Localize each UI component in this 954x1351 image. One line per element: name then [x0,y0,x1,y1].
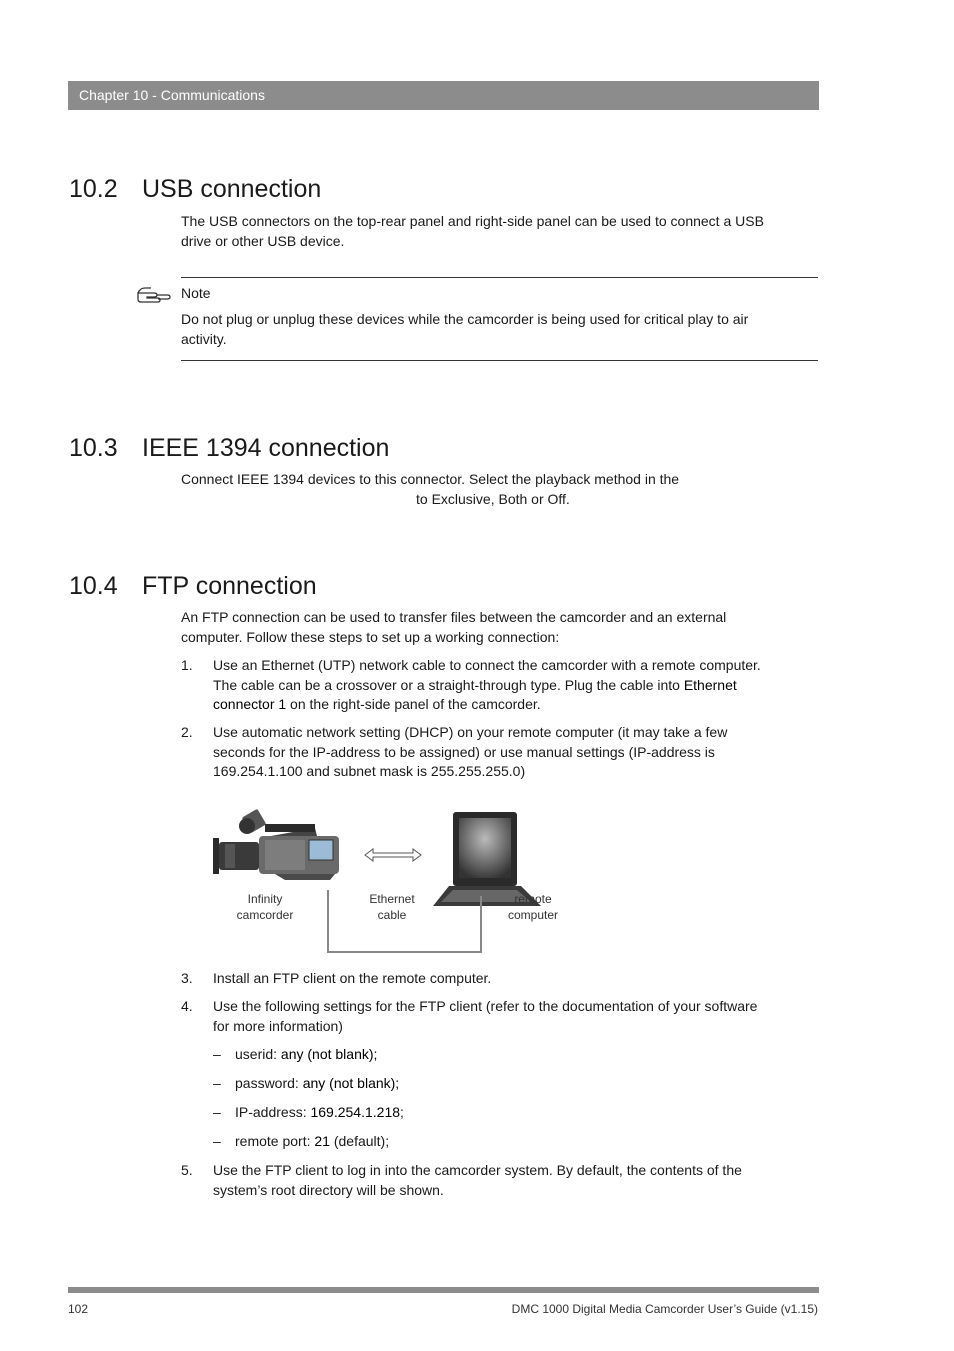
text-line: Use an Ethernet (UTP) network cable to connect the camcorder with a remote computer. [213,657,761,673]
step-number: 4. [181,998,193,1014]
setting-value: any (not blank); [280,1046,378,1062]
connector-name: connector 1 [213,696,287,712]
setting-value: 169.254.1.218 [310,1104,401,1120]
dash: – [213,1075,221,1091]
setting-label: password: [235,1075,303,1091]
setting-suffix: ; [400,1104,404,1120]
section-heading-usb [69,174,321,204]
camcorder-label [225,891,305,923]
text-line: computer [507,908,559,922]
step-1 [181,656,821,715]
ieee-body [181,470,821,509]
setting-suffix: (default); [329,1133,390,1149]
note-label: Note [181,285,211,301]
text-line: computer. Follow these steps to set up a working connection: [181,628,560,645]
step-number: 2. [181,724,193,740]
setting-label: IP-address: [235,1104,311,1120]
section-heading-ieee [69,433,389,463]
text-line: camcorder [236,908,294,922]
text-line: An FTP connection can be used to transfer files between the camcorder and an external [181,609,727,625]
section-title: IEEE 1394 connection [142,434,390,462]
setting-label: remote port: [235,1133,315,1149]
step-number: 1. [181,657,193,673]
dash: – [213,1133,221,1149]
connection-diagram [205,798,595,958]
setting-label: userid: [235,1046,281,1062]
text-line: Use the following settings for the FTP client (refer to the documentation of your software [213,998,758,1014]
text-line: cable [377,908,407,922]
setting-password [213,1074,399,1094]
section-number: 10.2 [69,175,118,203]
page-number: 102 [68,1302,89,1316]
step-4 [181,997,821,1036]
usb-body [181,212,821,251]
text-line: Use the FTP client to log in into the camcorder system. By default, the contents of the [213,1162,742,1178]
text-line: The USB connectors on the top-rear panel and right-side panel can be used to connect a USB [181,213,764,229]
text-line [213,676,821,696]
cable-label [352,891,432,923]
text-line: Use automatic network setting (DHCP) on your remote computer (it may take a few [213,724,728,740]
section-heading-ftp [69,571,317,601]
text-line: system’s root directory will be shown. [213,1181,444,1198]
step-number: 5. [181,1162,193,1178]
step-3 [181,969,821,989]
text-line: for more information) [213,1017,343,1034]
text-line: to Exclusive, Both or Off. [416,490,570,507]
connector-name: Ethernet [683,676,737,693]
note-bottom-rule [181,360,818,361]
text-span: on the right-side panel of the camcorder. [286,696,541,712]
text-line: drive or other USB device. [181,232,345,249]
text-line: seconds for the IP-address to be assigned) or use manual settings (IP-address is [213,743,715,760]
note-text [181,310,821,349]
step-number: 3. [181,970,193,986]
text-line: Connect IEEE 1394 devices to this connector. Select the playback method in the [181,471,680,487]
text-line: remote [514,892,552,906]
chapter-header: Chapter 10 - Communications [68,81,819,110]
pointing-hand-icon [137,285,173,309]
text-line: Infinity [247,892,283,906]
text-line [213,695,821,715]
setting-value: 21 [314,1133,330,1149]
section-title: USB connection [142,175,322,203]
step-5 [181,1161,821,1200]
dash: – [213,1104,221,1120]
text-line: 169.254.1.100 and subnet mask is 255.255.255.0) [213,763,526,779]
text-line: Install an FTP client on the remote computer. [213,970,492,986]
ftp-intro [181,608,821,647]
setting-ip-address [213,1103,404,1123]
guide-title: DMC 1000 Digital Media Camcorder User’s Guide (v1.15) [511,1302,818,1316]
section-number: 10.4 [69,572,118,600]
section-number: 10.3 [69,434,118,462]
footer-bar [68,1287,819,1293]
camcorder-illustration [213,809,339,880]
computer-label [493,891,573,923]
text-line: Do not plug or unplug these devices while the camcorder is being used for critical play to air [181,311,749,327]
step-2 [181,723,821,782]
bidirectional-arrow-icon [365,849,421,861]
text-line: Ethernet [369,892,415,906]
setting-userid [213,1045,377,1065]
note-top-rule [181,277,818,278]
dash: – [213,1046,221,1062]
text-span: The cable can be a crossover or a straight-through type. Plug the cable into [213,676,684,693]
text-line: activity. [181,330,227,347]
section-title: FTP connection [142,572,317,600]
setting-value: any (not blank); [302,1075,400,1091]
setting-remote-port [213,1132,389,1152]
